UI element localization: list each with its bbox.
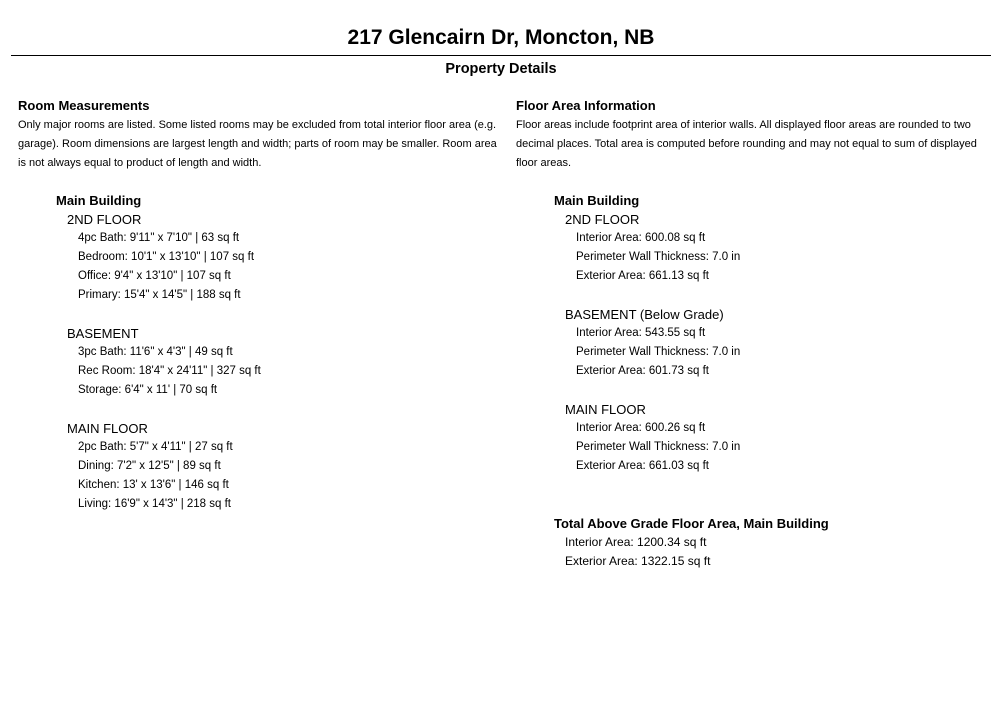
room-row: Storage: 6'4" x 11' | 70 sq ft	[78, 384, 218, 396]
floor-name: MAIN FLOOR	[565, 402, 646, 417]
room-row: Primary: 15'4" x 14'5" | 188 sq ft	[78, 289, 241, 301]
room-measurements-section	[18, 97, 498, 173]
area-row: Exterior Area: 661.13 sq ft	[576, 270, 709, 282]
area-row: Exterior Area: 601.73 sq ft	[576, 365, 709, 377]
page-title: 217 Glencairn Dr, Moncton, NB	[347, 26, 655, 49]
area-row: Interior Area: 543.55 sq ft	[576, 327, 706, 339]
total-area-row: Exterior Area: 1322.15 sq ft	[565, 554, 711, 568]
room-row: 3pc Bath: 11'6" x 4'3" | 49 sq ft	[78, 346, 233, 358]
total-area-row: Interior Area: 1200.34 sq ft	[565, 535, 707, 549]
spacer	[554, 381, 829, 400]
room-row: Dining: 7'2" x 12'5" | 89 sq ft	[78, 460, 221, 472]
room-row: Office: 9'4" x 13'10" | 107 sq ft	[78, 270, 231, 282]
building-name: Main Building	[56, 193, 142, 208]
room-measurements-heading: Room Measurements	[18, 98, 150, 113]
area-row: Perimeter Wall Thickness: 7.0 in	[576, 346, 741, 358]
floor-name: BASEMENT	[67, 326, 139, 341]
spacer	[56, 400, 261, 419]
room-measurements-description: Only major rooms are listed. Some listed rooms may be excluded from total interior floor area (e.g. garage). Room dimensions are largest length and width; parts of room may be smaller. Room area is not always equal to product of length and width.	[18, 119, 497, 169]
room-row: 4pc Bath: 9'11" x 7'10" | 63 sq ft	[78, 232, 240, 244]
floor-name: 2ND FLOOR	[67, 212, 142, 227]
spacer	[554, 286, 829, 305]
spacer	[554, 476, 829, 495]
floor-name: MAIN FLOOR	[67, 421, 148, 436]
room-row: Living: 16'9" x 14'3" | 218 sq ft	[78, 498, 231, 510]
room-row: Rec Room: 18'4" x 24'11" | 327 sq ft	[78, 365, 261, 377]
floor-area-section	[516, 97, 994, 173]
room-row: Kitchen: 13' x 13'6" | 146 sq ft	[78, 479, 229, 491]
page-subtitle: Property Details	[445, 61, 557, 77]
floor-area-main-building	[554, 191, 829, 571]
area-row: Interior Area: 600.08 sq ft	[576, 232, 706, 244]
area-row: Exterior Area: 661.03 sq ft	[576, 460, 709, 472]
total-area-heading: Total Above Grade Floor Area, Main Building	[554, 516, 829, 531]
area-row: Perimeter Wall Thickness: 7.0 in	[576, 251, 741, 263]
room-row: Bedroom: 10'1" x 13'10" | 107 sq ft	[78, 251, 255, 263]
floor-name: 2ND FLOOR	[565, 212, 640, 227]
room-list-main-building	[56, 191, 261, 514]
area-row: Perimeter Wall Thickness: 7.0 in	[576, 441, 741, 453]
spacer	[554, 495, 829, 514]
room-row: 2pc Bath: 5'7" x 4'11" | 27 sq ft	[78, 441, 233, 453]
floor-name: BASEMENT (Below Grade)	[565, 307, 724, 322]
title-divider	[11, 55, 991, 56]
floor-area-description: Floor areas include footprint area of interior walls. All displayed floor areas are rounded to two decimal places. Total area is computed before rounding and may not equal to sum of displayed floor areas.	[516, 119, 977, 169]
building-name: Main Building	[554, 193, 640, 208]
area-row: Interior Area: 600.26 sq ft	[576, 422, 706, 434]
spacer	[56, 305, 261, 324]
floor-area-heading: Floor Area Information	[516, 98, 656, 113]
